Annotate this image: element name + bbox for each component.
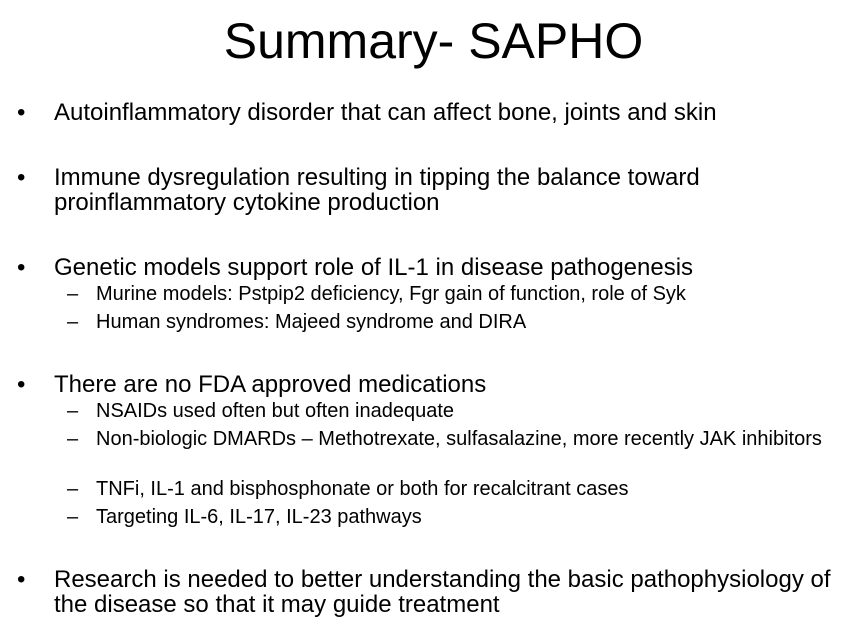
sub-bullet-item [0,478,867,500]
bullet-marker: • [17,371,26,398]
bullet-marker: • [17,566,26,593]
sub-bullet-item [0,428,867,472]
sub-bullet-list [0,283,867,339]
sub-bullet-text: NSAIDs used often but often inadequate [96,400,455,422]
bullet-text: Genetic models support role of IL-1 in disease pathogenesis [54,254,694,281]
sub-bullet-marker: – [67,400,79,422]
sub-bullet-text: Targeting IL-6, IL-17, IL-23 pathways [96,506,422,528]
sub-bullet-marker: – [67,283,79,305]
sub-bullet-marker: – [67,478,79,500]
sub-bullet-marker: – [67,428,79,450]
bullet-marker: • [17,254,26,281]
sub-bullet-text: TNFi, IL-1 and bisphosphonate or both for recalcitrant cases [96,478,629,500]
sub-bullet-marker: – [67,311,79,333]
bullet-text: Research is needed to better understanding the basic pathophysiology of the disease so that it may guide treatment [54,566,831,618]
sub-bullet-item [0,311,867,333]
slide-title: Summary- SAPHO [223,13,644,69]
sub-bullet-item [0,400,867,422]
sub-bullet-text: Murine models: Pstpip2 deficiency, Fgr gain of function, role of Syk [96,283,686,305]
bullet-marker: • [17,164,26,191]
sub-bullet-item [0,283,867,305]
bullet-text: There are no FDA approved medications [54,371,487,398]
sub-bullet-text: Human syndromes: Majeed syndrome and DIRA [96,311,527,333]
sub-bullet-text: Non-biologic DMARDs – Methotrexate, sulfasalazine, more recently JAK inhibitors [96,428,822,450]
sub-bullet-marker: – [67,506,79,528]
sub-bullet-list [0,400,867,534]
bullet-text: Autoinflammatory disorder that can affect bone, joints and skin [54,99,717,126]
bullet-marker: • [17,99,26,126]
bullet-text: Immune dysregulation resulting in tipping the balance toward proinflammatory cytokine production [54,164,700,216]
sub-bullet-item [0,506,867,528]
